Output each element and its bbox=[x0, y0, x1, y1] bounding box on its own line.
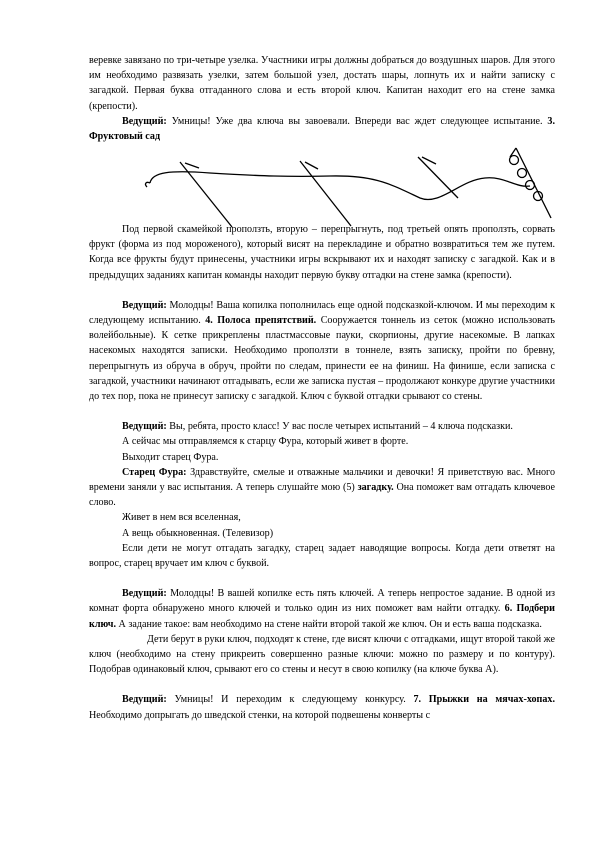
bench-3 bbox=[418, 157, 458, 198]
paragraph-4 bbox=[89, 298, 555, 404]
paragraph-text: Она поможет вам отгадать ключевое слово. bbox=[89, 482, 555, 509]
riddle-line-2: А вещь обыкновенная. (Телевизор) bbox=[122, 527, 274, 539]
task-title: загадку. bbox=[357, 482, 394, 494]
fruit-2 bbox=[518, 169, 527, 178]
paragraph-text: Вы, ребята, просто класс! У вас после четырех испытаний – 4 ключа подсказки. bbox=[166, 421, 513, 433]
task-title: 4. Полоса препятствий. bbox=[205, 315, 317, 327]
paragraph-text: Здравствуйте, смелые и отважные мальчики и девочки! Я приветствую вас. Много времени заняли у вас испытания. А теперь слушайте мою (5) bbox=[89, 466, 555, 494]
text-block-main bbox=[89, 222, 555, 723]
paragraph-13: Дети берут в руки ключ, подходят к стене, где висят ключи с отгадками, ищут второй такой же ключ (необходимо на стену прикреить совершенно разные ключи: можно по размеру и по контуру). Подобрав одинаковый ключ, срывают его со стены и несут в свою копилку (на ключе буква А). bbox=[89, 633, 555, 676]
speaker-label: Ведущий: bbox=[122, 588, 167, 600]
bench-1-top bbox=[185, 163, 199, 168]
bench-1 bbox=[180, 162, 232, 227]
paragraph-text: А задание такое: вам необходимо на стене найти второй такой же ключ. Он и есть ваша подсказка. bbox=[116, 618, 542, 630]
paragraph-6: А сейчас мы отправляемся к старцу Фура, который живет в форте. bbox=[122, 436, 409, 448]
obstacle-course-figure bbox=[140, 140, 560, 228]
paragraph-text: Умницы! И переходим к следующему конкурсу. bbox=[166, 694, 414, 706]
paragraph-14 bbox=[89, 692, 555, 722]
bench-2 bbox=[300, 161, 351, 226]
paragraph-text: Молодцы! В вашей копилке есть пять ключей. А теперь непростое задание. В одной из комнат форта обнаружено много ключей и только один из них поможет вам найти отгадку. bbox=[89, 588, 555, 615]
speaker-label: Ведущий: bbox=[122, 115, 167, 127]
paragraph-text: Сооружается тоннель из сеток (можно использовать волейбольные). К сетке прикреплены пластмассовые пауки, скорпионы, другие насекомые. В лапках насекомых находятся записки. Необходимо проползти в тоннеле, взять записку, пройти по бревну, перепрыгнуть из обруча в обруч, пройти по следам, принести ее на финиш. На финише, если записка с загадкой, участники начинают отгадывать, если же записка пустая – продолжают конкуре другие участники до тех пор, пока не принесут записку с загадкой. Ключ с буквой отгадки срывают со стены. bbox=[89, 315, 555, 403]
task-title: 6. Подбери ключ. bbox=[89, 603, 555, 630]
paragraph-8 bbox=[89, 465, 555, 511]
route-start bbox=[146, 182, 150, 187]
paragraph-text: Молодцы! Ваша копилка пополнилась еще одной подсказкой-ключом. И мы переходим к следующему испытанию. bbox=[89, 299, 555, 327]
fruit-3 bbox=[526, 181, 535, 190]
bench-2-top bbox=[305, 162, 318, 169]
speaker-label: Ведущий: bbox=[122, 694, 167, 706]
paragraph-7: Выходит старец Фура. bbox=[122, 451, 219, 463]
paragraph-text: Необходимо допрыгать до шведской стенки, на которой подвешены конверты с bbox=[89, 709, 431, 721]
paragraph-text: Умницы! Уже два ключа вы завоевали. Впереди вас ждет следующее испытание. bbox=[166, 115, 548, 127]
speaker-label: Ведущий: bbox=[122, 299, 167, 311]
task-title: 3. Фруктовый сад bbox=[89, 115, 555, 143]
riddle-line-1: Живет в нем вся вселенная, bbox=[122, 512, 241, 524]
paragraph-12 bbox=[89, 586, 555, 632]
speaker-label: Старец Фура: bbox=[122, 466, 187, 478]
paragraph-1: веревке завязано по три-четыре узелка. Участники игры должны добраться до воздушных шаров. Для этого им необходимо развязать узелки, затем большой узел, достать шары, лопнуть их и найти записку с загадкой. Первая буква отгаданного слова и есть второй ключ. Капитан находит его на стене замка (крепости). bbox=[89, 55, 555, 112]
paragraph-5 bbox=[89, 419, 555, 434]
speaker-label: Ведущий: bbox=[122, 421, 167, 433]
task-title: 7. Прыжки на мячах-хопах. bbox=[413, 694, 555, 706]
text-block-top bbox=[89, 53, 555, 144]
paragraph-3: Под первой скамейкой проползть, вторую – перепрыгнуть, под третьей опять проползть, сорвать фрукт (форма из под мороженого), который висят на перекладине и обратно возвратиться тем же путем. Когда все фрукты будут принесены, участники игры вскрывают их и находят записку с загадкой. Как и в предыдущих заданиях капитан команды находит первую букву отгадки на стене замка (крепости). bbox=[89, 224, 555, 281]
fruit-1 bbox=[510, 156, 519, 165]
paragraph-11: Если дети не могут отгадать загадку, старец задает наводящие вопросы. Когда дети ответят на вопрос, старец вручает им ключ с буквой. bbox=[89, 542, 555, 570]
